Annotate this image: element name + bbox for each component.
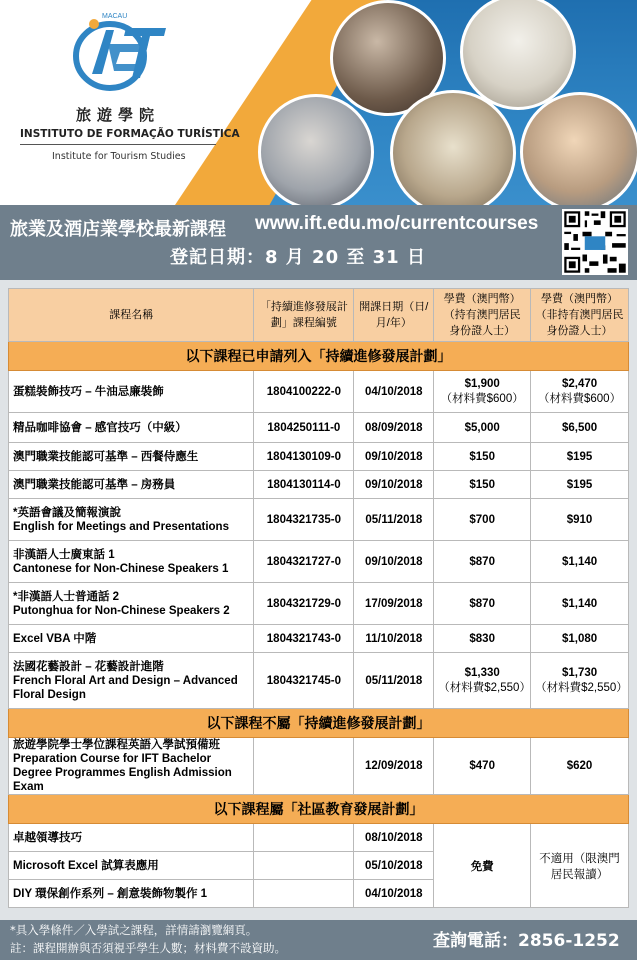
fee-resident: $1,330 <box>464 666 500 679</box>
section-heading-cpdp <box>9 342 629 371</box>
footnote-disclaimer: 註：課程開辦與否須視乎學生人數；材料費不設資助。 <box>10 941 286 955</box>
course-name: 蛋糕裝飾技巧 – 牛油忌廉裝飾 <box>13 385 164 398</box>
course-code <box>254 852 354 880</box>
hero-banner <box>0 0 637 205</box>
table-row <box>9 499 629 541</box>
table-row <box>9 625 629 653</box>
section-heading-cpdp-label: 以下課程已申請列入「持續進修發展計劃」 <box>9 342 629 371</box>
ift-logo-icon <box>62 8 172 98</box>
course-name-cell <box>9 413 254 443</box>
fee-nonresident: $620 <box>566 760 593 772</box>
start-date: 09/10/2018 <box>354 443 434 471</box>
qr-code-icon[interactable] <box>562 209 628 275</box>
registration-dates: 登記日期：8 月 20 至 31 日 <box>170 247 426 268</box>
photo-student <box>520 92 637 205</box>
footnote-entry-requirements: *具入學條件／入學試之課程，詳情請瀏覽網頁。 <box>10 923 258 937</box>
table-row <box>9 653 629 709</box>
logo-name-chinese: 旅遊學院 <box>76 106 161 124</box>
header-start-date: 開課日期（日/月/年） <box>354 289 434 342</box>
course-code: 1804130114-0 <box>254 471 354 499</box>
course-name-cell <box>9 653 254 709</box>
course-name: Microsoft Excel 試算表應用 <box>9 852 254 880</box>
fee-nonresident: $6,500 <box>561 421 598 434</box>
course-name-english: Cantonese for Non-Chinese Speakers 1 <box>13 562 229 575</box>
course-name: DIY 環保創作系列 – 創意裝飾物製作 1 <box>9 880 254 908</box>
course-name: 非漢語人士廣東話 1 <box>13 548 115 561</box>
start-date: 09/10/2018 <box>354 541 434 583</box>
fee-resident-free: 免費 <box>434 824 531 908</box>
photo-floral-design <box>460 0 576 110</box>
course-name: 澳門職業技能認可基準 – 西餐侍應生 <box>13 450 199 463</box>
fee-resident-material: （材料費$2,550） <box>438 681 531 694</box>
start-date: 08/09/2018 <box>354 413 434 443</box>
fee-nonresident: $195 <box>566 450 593 463</box>
fee-nonresident: $1,080 <box>561 632 598 645</box>
fee-resident: $870 <box>469 597 495 610</box>
fee-resident: $830 <box>469 632 495 645</box>
fee-nonresident: $1,730 <box>561 666 598 679</box>
courses-url-link[interactable]: www.ift.edu.mo/currentcourses <box>255 213 539 234</box>
header-fee-resident: 學費（澳門幣）（持有澳門居民身份證人士） <box>434 289 531 342</box>
course-name: *英語會議及簡報演說 <box>13 506 121 519</box>
course-code: 1804100222-0 <box>254 371 354 413</box>
course-name-cell <box>9 738 254 795</box>
info-band <box>0 205 637 280</box>
logo-name-portuguese: INSTITUTO DE FORMAÇÃO TURÍSTICA <box>20 128 240 140</box>
course-name-cell <box>9 499 254 541</box>
fee-nonresident-cell <box>531 471 629 499</box>
table-row <box>9 583 629 625</box>
course-name-cell <box>9 541 254 583</box>
course-name: *非漢語人士普通話 2 <box>13 590 120 603</box>
course-code: 1804321735-0 <box>254 499 354 541</box>
fee-nonresident-cell <box>531 625 629 653</box>
course-name-english: Putonghua for Non-Chinese Speakers 2 <box>13 604 230 617</box>
course-name-english: French Floral Art and Design – Advanced Floral Design <box>13 674 238 701</box>
footer <box>0 920 637 960</box>
fee-nonresident-cell <box>531 499 629 541</box>
start-date: 05/11/2018 <box>354 499 434 541</box>
course-code: 1804321743-0 <box>254 625 354 653</box>
table-row <box>9 738 629 795</box>
start-date: 05/10/2018 <box>354 852 434 880</box>
fee-resident-cell <box>434 541 531 583</box>
fee-nonresident: $195 <box>566 478 593 491</box>
course-code <box>254 880 354 908</box>
start-date: 12/09/2018 <box>354 738 434 795</box>
fee-resident-cell <box>434 443 531 471</box>
start-date: 11/10/2018 <box>354 625 434 653</box>
table-body <box>9 342 629 908</box>
course-name: Excel VBA 中階 <box>13 632 97 645</box>
header-course-code: 「持續進修發展計劃」課程編號 <box>254 289 354 342</box>
photo-classroom <box>390 90 516 205</box>
fee-resident-cell <box>434 738 531 795</box>
header-fee-nonresident: 學費（澳門幣）（非持有澳門居民身份證人士） <box>531 289 629 342</box>
fee-resident-cell <box>434 653 531 709</box>
course-name: 卓越領導技巧 <box>9 824 254 852</box>
section-heading-non-cpdp-label: 以下課程不屬「持續進修發展計劃」 <box>9 709 629 738</box>
logo-divider <box>20 144 216 145</box>
start-date: 08/10/2018 <box>354 824 434 852</box>
start-date: 17/09/2018 <box>354 583 434 625</box>
fee-resident-material: （材料費$600） <box>440 392 524 405</box>
course-code: 1804130109-0 <box>254 443 354 471</box>
fee-resident: $150 <box>469 478 495 491</box>
table-row <box>9 471 629 499</box>
table-row <box>9 541 629 583</box>
fee-nonresident-cell <box>531 413 629 443</box>
fee-resident: $1,900 <box>464 377 500 390</box>
enquiry-phone: 查詢電話：2856-1252 <box>433 931 620 951</box>
fee-nonresident: $1,140 <box>561 555 598 568</box>
course-name-cell <box>9 443 254 471</box>
fee-nonresident: $910 <box>566 513 593 526</box>
course-name-english: Preparation Course for IFT Bachelor Degree Programmes English Admission Exam <box>13 753 232 793</box>
fee-resident-cell <box>434 471 531 499</box>
fee-nonresident-cell <box>531 541 629 583</box>
start-date: 05/11/2018 <box>354 653 434 709</box>
start-date: 04/10/2018 <box>354 371 434 413</box>
fee-nonresident-cell <box>531 371 629 413</box>
table-row <box>9 824 629 852</box>
course-code: 1804250111-0 <box>254 413 354 443</box>
fee-resident-cell <box>434 371 531 413</box>
start-date: 09/10/2018 <box>354 471 434 499</box>
fee-nonresident-na: 不適用（限澳門居民報讀） <box>531 824 629 908</box>
table-row <box>9 413 629 443</box>
fee-resident: $150 <box>469 450 495 463</box>
course-name-english: English for Meetings and Presentations <box>13 520 229 533</box>
start-date: 04/10/2018 <box>354 880 434 908</box>
course-name-cell <box>9 625 254 653</box>
course-code <box>254 824 354 852</box>
fee-resident-cell <box>434 583 531 625</box>
section-heading-community <box>9 795 629 824</box>
course-name: 旅遊學院學士學位課程英語入學試預備班 <box>13 739 220 751</box>
course-code: 1804321729-0 <box>254 583 354 625</box>
course-code <box>254 738 354 795</box>
fee-nonresident-material: （材料費$600） <box>538 392 622 405</box>
fee-nonresident: $1,140 <box>561 597 598 610</box>
fee-nonresident-cell <box>531 653 629 709</box>
fee-nonresident-cell <box>531 738 629 795</box>
course-table <box>8 288 629 908</box>
photo-presentation <box>258 94 374 205</box>
section-heading-non-cpdp <box>9 709 629 738</box>
course-name-cell <box>9 583 254 625</box>
course-name-cell <box>9 371 254 413</box>
fee-nonresident-material: （材料費$2,550） <box>535 681 628 694</box>
section-heading-community-label: 以下課程屬「社區教育發展計劃」 <box>9 795 629 824</box>
header-course-name: 課程名稱 <box>9 289 254 342</box>
table-header-row <box>9 289 629 342</box>
course-code: 1804321727-0 <box>254 541 354 583</box>
table-row <box>9 371 629 413</box>
fee-resident: $5,000 <box>464 421 500 434</box>
course-name-cell <box>9 471 254 499</box>
course-name: 澳門職業技能認可基準 – 房務員 <box>13 478 176 491</box>
logo-name-english: Institute for Tourism Studies <box>52 151 186 162</box>
course-code: 1804321745-0 <box>254 653 354 709</box>
fee-resident: $700 <box>469 513 495 526</box>
course-name: 法國花藝設計 – 花藝設計進階 <box>13 660 164 673</box>
course-table-panel <box>0 280 637 920</box>
logo-mark-text: MACAU <box>102 13 128 20</box>
table-row <box>9 443 629 471</box>
fee-resident: $470 <box>469 760 495 772</box>
course-name: 精品咖啡協會 – 感官技巧（中級） <box>13 421 187 434</box>
fee-resident-cell <box>434 499 531 541</box>
fee-nonresident: $2,470 <box>561 377 598 390</box>
banner-heading: 旅業及酒店業學校最新課程 <box>10 219 226 240</box>
fee-nonresident-cell <box>531 583 629 625</box>
fee-nonresident-cell <box>531 443 629 471</box>
fee-resident-cell <box>434 625 531 653</box>
fee-resident-cell <box>434 413 531 443</box>
fee-resident: $870 <box>469 555 495 568</box>
